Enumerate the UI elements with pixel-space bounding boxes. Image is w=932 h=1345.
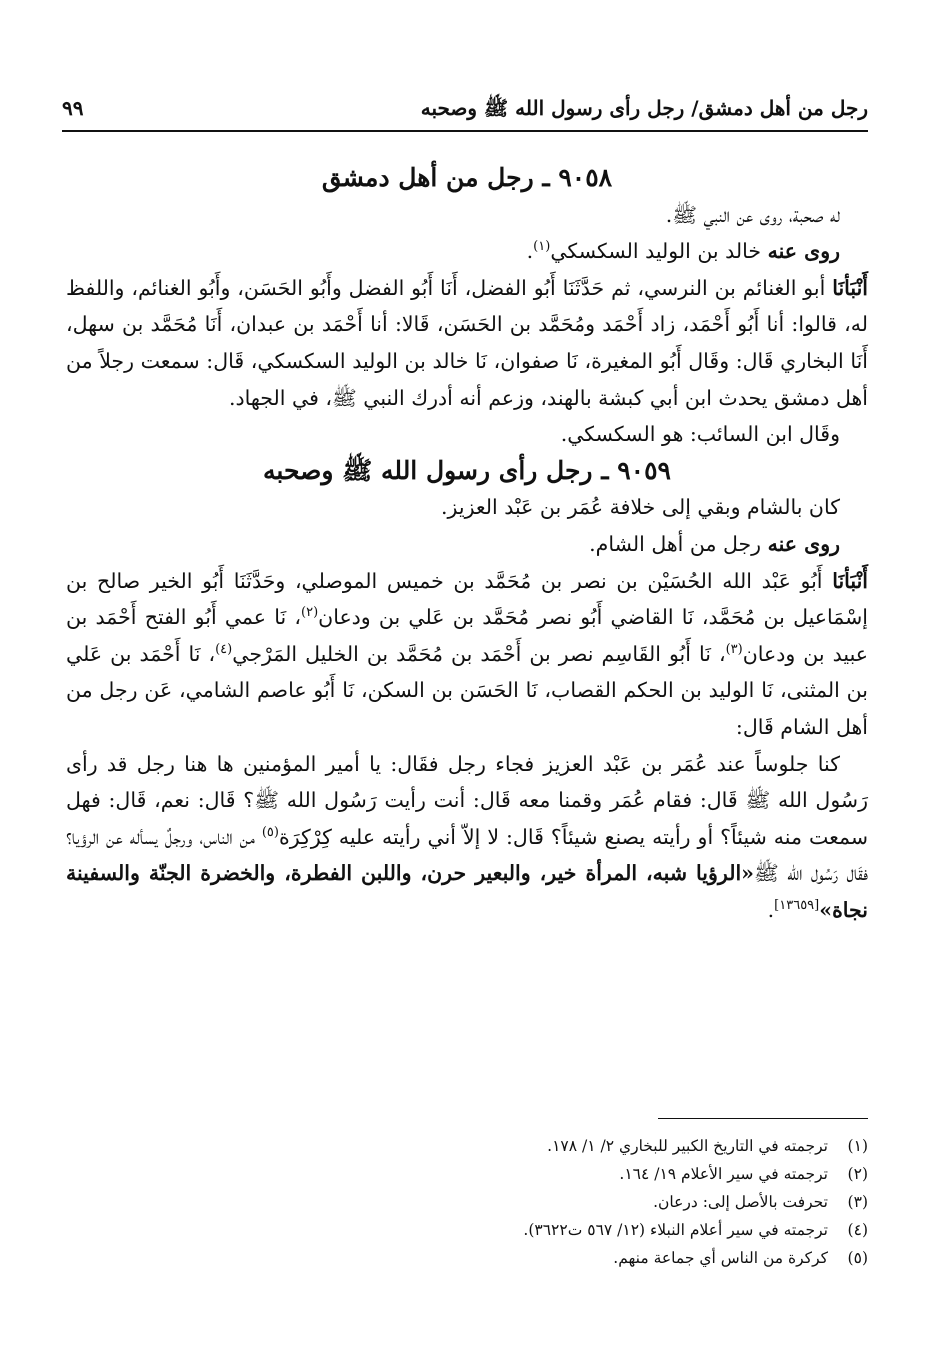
header-rule xyxy=(62,130,868,132)
anbaana-lead: أَنْبَأنَا xyxy=(832,275,868,300)
footnote-text: ترجمته في سير أعلام النبلاء (١٢/ ٥٦٧ ت٣٦٢٢). xyxy=(523,1221,828,1239)
riwaya-lead: روى عنه xyxy=(767,239,840,264)
footnote-number: (٢) xyxy=(847,1165,868,1183)
matn-part-b: من الناس، ورجلٌ يسأله عن الرؤيا؟ فقَال رَسُول الله ﷺ xyxy=(66,824,869,886)
footnote-4 xyxy=(66,1216,868,1244)
footnote-1 xyxy=(66,1132,868,1160)
hadith-number: [١٣٦٥٩] xyxy=(774,898,820,914)
entry-9059-p1: كان بالشام وبقي إلى خلافة عُمَر بن عَبْد العزيز. xyxy=(441,495,840,520)
footnote-5 xyxy=(66,1244,868,1272)
footnote-3 xyxy=(66,1188,868,1216)
main-text xyxy=(66,160,868,928)
running-header xyxy=(62,96,868,125)
riwaya-lead: روى عنه xyxy=(767,531,840,556)
footnote-text: ترجمته في التاريخ الكبير للبخاري ٢/ ١/ ١٧٨. xyxy=(547,1137,828,1155)
entry-9058-heading: ٩٠٥٨ ـ رجل من أهل دمشق xyxy=(321,163,613,192)
footnote-number: (١) xyxy=(847,1137,868,1155)
entry-9058-p2-end: . xyxy=(526,239,534,264)
isnad-part-d: ، نَا أَحْمَد بن عَلي بن المثنى، نَا الوليد بن الحكم القصاب، نَا الحَسَن بن السكن، نَا أَبُو عاصم الشامي، عَن رجل من أهل الشام قَال: xyxy=(66,641,868,739)
running-title: رجل من أهل دمشق/ رجل رأى رسول الله ﷺ وصحبه xyxy=(420,96,868,120)
entry-9059-heading: ٩٠٥٩ ـ رجل رأى رسول الله ﷺ وصحبه xyxy=(263,455,671,485)
isnad-part-c: ، نَا أَبُو القَاسِم نصر بن أَحْمَد بن مُحَمَّد بن الخليل المَرْجي xyxy=(232,641,726,666)
page-number: ٩٩ xyxy=(62,96,84,120)
footnote-number: (٣) xyxy=(847,1193,868,1211)
footnote-2 xyxy=(66,1160,868,1188)
footnote-text: تحرفت بالأصل إلى: درعان. xyxy=(653,1193,828,1211)
footnote-rule xyxy=(658,1118,868,1119)
footnotes xyxy=(66,1132,868,1272)
entry-9059-p2 xyxy=(66,526,868,563)
isnad-part-a: أَبُو عَبْد الله الحُسَيْن بن نصر بن مُحَمَّد بن خميس الموصلي، وحَدَّثَنَا أَبُو الخير صالح بن إسْمَاعيل بن مُحَمَّد، نَا القاضي أَبُو نصر مُحَمَّد بن عَلي بن ودعان xyxy=(66,568,868,630)
anbaana-lead: أَنْبَأنَا xyxy=(832,568,868,593)
entry-9059-p4 xyxy=(66,746,868,929)
entry-9058-p2-text: خالد بن الوليد السكسكي xyxy=(550,239,762,264)
hadith-quote: «الرؤيا شبه، المرأة خير، والبعير حرن، واللبن الفطرة، والخضرة الجنّة والسفينة نجاة» xyxy=(66,861,868,922)
footnote-ref-4: (٤) xyxy=(215,641,233,657)
footnote-ref-5: (٥) xyxy=(261,824,279,840)
entry-9058-p1: له صحبة، روى عن النبي ﷺ. xyxy=(665,202,840,227)
footnote-ref-1: (١) xyxy=(533,239,551,255)
entry-9058-p2 xyxy=(66,233,868,270)
footnote-number: (٤) xyxy=(847,1221,868,1239)
footnote-ref-2: (٢) xyxy=(301,605,319,621)
matn-end: . xyxy=(767,897,775,922)
entry-9059-p3 xyxy=(66,563,868,746)
matn-part-a: كنا جلوساً عند عُمَر بن عَبْد العزيز فجاء رجل فقَال: يا أمير المؤمنين ها هنا رجل قد رأى رَسُول الله ﷺ قَال: فقام عُمَر وقمنا معه قَال: أنت رأيت رَسُول الله ﷺ؟ قَال: نعم، قَال: فهل سمعت منه شيئاً؟ أو رأيته يصنع شيئاً؟ قَال: لا إلاّ أني رأيته عليه كِرْكِرَة xyxy=(66,751,868,849)
entry-9058-p4: وقَال ابن السائب: هو السكسكي. xyxy=(560,422,840,447)
footnote-text: كركرة من الناس أي جماعة منهم. xyxy=(613,1249,828,1267)
entry-9058-p3 xyxy=(66,270,868,416)
entry-9058-p3-text: أبو الغنائم بن النرسي، ثم حَدَّثَنَا أَبُو الفضل، أَنَا أَبُو الفضل وأَبُو الحَسَن، وأَبُو الغنائم، واللفظ له، قالوا: أنا أَبُو أَحْمَد، زاد أَحْمَد ومُحَمَّد بن الحَسَن، قَالا: أنا أَحْمَد بن عبدان، أَنَا مُحَمَّد بن سهل، أَنَا البخاري قَال: وقَال أَبُو المغيرة، نَا صفوان، نَا خالد بن الوليد السكسكي، قَال: سمعت رجلاً من أهل دمشق يحدث ابن أبي كبشة بالهند، وزعم أنه أدرك النبي ﷺ، في الجهاد. xyxy=(66,275,868,410)
isnad-part-b: ، نَا عمي أَبُو الفتح أَحْمَد بن عبيد بن ودعان xyxy=(66,605,868,666)
entry-9059-p2-text: رجل من أهل الشام. xyxy=(589,531,762,556)
footnote-ref-3: (٣) xyxy=(725,641,743,657)
footnote-text: ترجمته في سير الأعلام ١٩/ ١٦٤. xyxy=(619,1165,828,1183)
footnote-number: (٥) xyxy=(847,1249,868,1267)
